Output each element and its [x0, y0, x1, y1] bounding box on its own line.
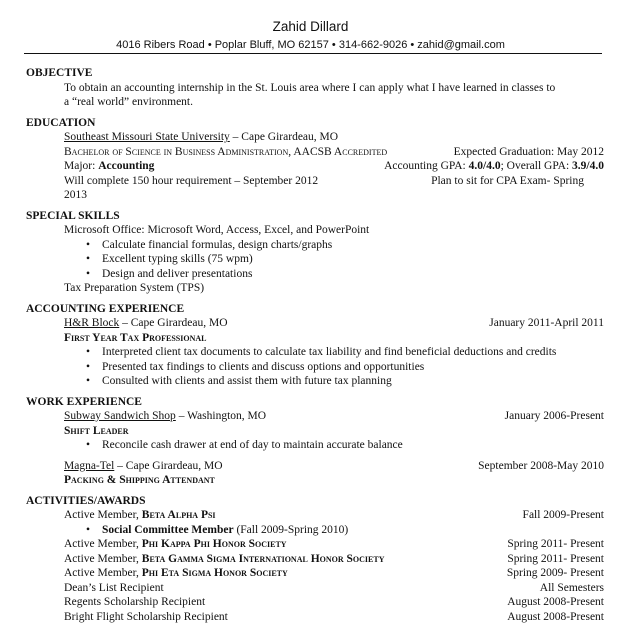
- activity-row: [26, 566, 604, 581]
- tps-skill: Tax Preparation System (TPS): [64, 282, 205, 294]
- employer-name: Magna-Tel: [64, 459, 115, 472]
- objective-text-line-1: To obtain an accounting internship in the St. Louis area where I can apply what I have learned in classes to: [64, 81, 556, 94]
- activity-date: Spring 2011- Present: [507, 538, 604, 550]
- committee-role: Social Committee Member: [102, 523, 234, 536]
- major-label: Major:: [64, 160, 99, 172]
- list-item: • Excellent typing skills (75 wpm): [102, 252, 604, 267]
- section-title-work: WORK EXPERIENCE: [26, 395, 142, 408]
- employer-line: [64, 316, 228, 331]
- work-job-1-duties: [26, 438, 604, 453]
- activity-org: Beta Gamma Sigma International Honor Society: [141, 552, 385, 565]
- activity-prefix: Active Member,: [64, 509, 142, 521]
- employer-location: – Washington, MO: [175, 410, 267, 422]
- award-label: Dean’s List Recipient: [64, 581, 164, 594]
- work-job-2-row: [26, 459, 604, 474]
- activity-prefix: Active Member,: [64, 538, 142, 550]
- degree: Bachelor of Science in Business Administration, AACSB Accredited: [64, 145, 388, 158]
- activity-prefix: Active Member,: [64, 567, 142, 579]
- gpa-label-1: Accounting GPA:: [384, 160, 469, 172]
- activity-org: Phi Kappa Phi Honor Society: [141, 538, 287, 550]
- contact-line: 4016 Ribers Road • Poplar Bluff, MO 62157 • 314-662-9026 • zahid@gmail.com: [116, 39, 505, 51]
- list-item: • Consulted with clients and assist them with future tax planning: [102, 374, 604, 389]
- award-date: August 2008-Present: [507, 610, 604, 623]
- header-divider: [24, 53, 602, 54]
- hour-requirement: Will complete 150 hour requirement – September 2012: [64, 174, 319, 187]
- cpa-plan: Plan to sit for CPA Exam- Spring: [431, 174, 584, 187]
- section-title-skills: SPECIAL SKILLS: [26, 209, 120, 222]
- major-row: [26, 159, 604, 174]
- section-title-activities: ACTIVITIES/AWARDS: [26, 494, 146, 507]
- requirement-row: [26, 174, 604, 189]
- list-item: • Interpreted client tax documents to calculate tax liability and find beneficial deductions and credits: [102, 345, 604, 360]
- office-skills: Microsoft Office: Microsoft Word, Access, Excel, and PowerPoint: [64, 224, 370, 236]
- job-dates: January 2011-April 2011: [489, 317, 604, 329]
- award-row: [26, 610, 604, 623]
- employer-line: [64, 409, 266, 424]
- work-job-1-row: [26, 409, 604, 424]
- list-item: [102, 523, 604, 538]
- committee-dates: (Fall 2009-Spring 2010): [233, 523, 349, 536]
- resume-body: [26, 66, 604, 623]
- activity-prefix: Active Member,: [64, 552, 142, 565]
- list-item: • Reconcile cash drawer at end of day to maintain accurate balance: [102, 438, 604, 453]
- graduation-date: Expected Graduation: May 2012: [453, 145, 604, 158]
- list-item: • Design and deliver presentations: [102, 267, 604, 282]
- degree-row: [26, 145, 604, 160]
- school-name: Southeast Missouri State University: [64, 131, 230, 143]
- activity-org: Beta Alpha Psi: [141, 509, 216, 521]
- award-date: All Semesters: [539, 581, 604, 594]
- award-label: Bright Flight Scholarship Recipient: [64, 610, 228, 623]
- section-title-objective: OBJECTIVE: [26, 67, 93, 79]
- accounting-gpa: 4.0/4.0: [468, 160, 501, 172]
- activity-sublist: [26, 523, 604, 538]
- job-title: Packing & Shipping Attendant: [64, 474, 215, 486]
- employer-name: H&R Block: [64, 317, 120, 329]
- job-dates: September 2008-May 2010: [478, 459, 604, 472]
- activity-date: Spring 2011- Present: [507, 552, 604, 565]
- employer-name: Subway Sandwich Shop: [64, 410, 176, 422]
- activity-row: [26, 537, 604, 552]
- award-label: Regents Scholarship Recipient: [64, 596, 206, 608]
- major-value: Accounting: [98, 160, 155, 172]
- section-title-education: EDUCATION: [26, 116, 96, 129]
- gpa-label-2: ; Overall GPA:: [500, 160, 573, 172]
- major-line: [64, 159, 154, 174]
- accounting-job-row: [26, 316, 604, 331]
- job-title: Shift Leader: [64, 424, 129, 437]
- activity-org: Phi Eta Sigma Honor Society: [141, 567, 288, 579]
- objective-text-line-2: a “real world” environment.: [64, 96, 193, 108]
- gpa-line: [384, 159, 604, 174]
- job-dates: January 2006-Present: [504, 410, 604, 422]
- cpa-year: 2013: [64, 189, 87, 201]
- school-line: [26, 130, 604, 145]
- overall-gpa: 3.9/4.0: [572, 160, 604, 172]
- activity-date: Spring 2009- Present: [506, 567, 604, 579]
- section-title-accounting: ACCOUNTING EXPERIENCE: [26, 302, 185, 315]
- list-item: • Presented tax findings to clients and discuss options and opportunities: [102, 360, 604, 375]
- activity-row: [26, 508, 604, 523]
- skills-list: [26, 238, 604, 282]
- award-date: August 2008-Present: [507, 596, 604, 608]
- activity-date: Fall 2009-Present: [522, 509, 604, 521]
- accounting-duties: [26, 345, 604, 389]
- award-row: [26, 581, 604, 596]
- job-title: First Year Tax Professional: [64, 331, 207, 344]
- employer-line: [64, 459, 223, 474]
- candidate-name: Zahid Dillard: [272, 19, 349, 34]
- award-row: [26, 595, 604, 610]
- school-location: – Cape Girardeau, MO: [229, 131, 339, 143]
- activity-row: [26, 552, 604, 567]
- list-item: • Calculate financial formulas, design charts/graphs: [102, 238, 604, 253]
- employer-location: – Cape Girardeau, MO: [114, 459, 223, 472]
- employer-location: – Cape Girardeau, MO: [119, 317, 228, 329]
